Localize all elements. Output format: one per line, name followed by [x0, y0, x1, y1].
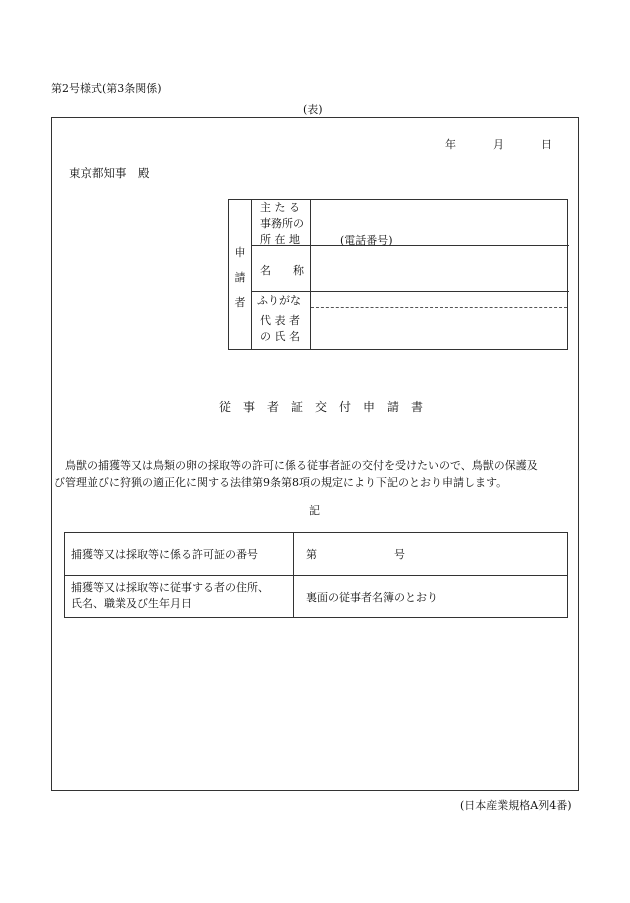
phone-label: (電話番号) — [340, 234, 393, 247]
form-number-label: 第2号様式(第3条関係) — [51, 82, 162, 95]
paper-size-note: (日本産業規格A列4番) — [460, 799, 572, 812]
worker-info-label: 捕獲等又は採取等に従事する者の住所、 氏名、職業及び生年月日 — [71, 581, 269, 610]
ki-label: 記 — [309, 504, 320, 517]
document-title: 従 事 者 証 交 付 申 請 書 — [219, 400, 424, 414]
applicant-vertical-label: 申 請 者 — [234, 246, 246, 309]
worker-info-value: 裏面の従事者名簿のとおり — [306, 591, 438, 604]
addressee: 東京都知事 殿 — [69, 166, 150, 180]
furigana-label: ふりがな — [257, 294, 301, 307]
date-month: 月 — [493, 138, 504, 151]
permit-number-value: 第 号 — [306, 548, 405, 561]
representative-label: 代 表 者 の 氏 名 — [260, 314, 300, 343]
date-day: 日 — [541, 138, 552, 151]
body-text: 鳥獣の捕獲等又は鳥類の卵の採取等の許可に係る従事者証の交付を受けたいので、鳥獣の保護及 び管理並びに狩猟の適正化に関する法律第9条第8項の規定により下記のとおり申請します。 — [54, 459, 538, 489]
details-table — [64, 532, 568, 618]
applicant-table — [228, 199, 568, 350]
name-label: 名 称 — [260, 264, 304, 277]
address-label: 主 た る 事務所の 所 在 地 — [260, 201, 304, 246]
front-side-label: (表) — [303, 103, 323, 116]
permit-number-label: 捕獲等又は採取等に係る許可証の番号 — [71, 548, 258, 561]
date-year: 年 — [445, 138, 456, 151]
